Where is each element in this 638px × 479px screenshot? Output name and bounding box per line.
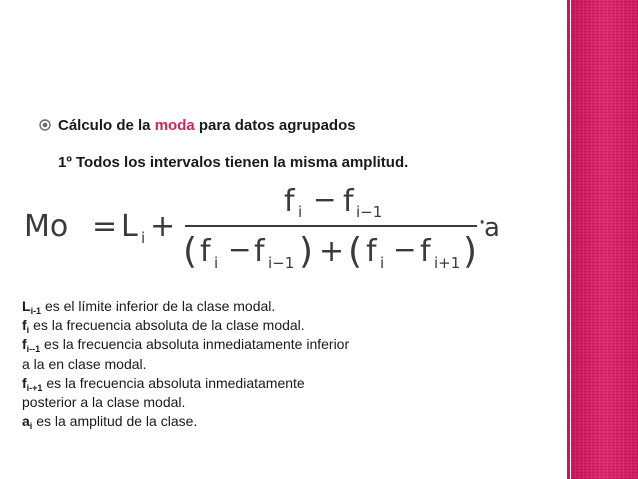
definition-symbol: L <box>22 298 31 314</box>
definition-item <box>22 412 352 431</box>
definition-item <box>22 374 352 412</box>
definition-text: es el límite inferior de la clase modal. <box>41 298 276 314</box>
formula-equals: = <box>92 209 118 244</box>
definition-item <box>22 316 352 335</box>
bullet-heading-prefix: Cálculo de la <box>58 117 155 134</box>
den-open2: ( <box>348 231 363 272</box>
den-minus2: − <box>393 233 417 266</box>
numerator-f1-sub: i <box>298 203 303 221</box>
numerator-f2: f <box>343 184 354 219</box>
den-f1-sub: i <box>214 254 219 272</box>
bullet-heading-highlight: moda <box>154 117 195 134</box>
den-close1: ) <box>299 231 314 272</box>
definitions-block <box>22 297 352 431</box>
definition-item <box>22 335 352 373</box>
den-open1: ( <box>183 231 198 272</box>
formula-a: a <box>484 213 500 243</box>
den-f2-sub: i−1 <box>268 254 295 272</box>
definition-symbol-sub: i <box>26 325 30 336</box>
den-f3-sub: i <box>380 254 385 272</box>
bullet-heading <box>58 117 356 134</box>
den-minus1: − <box>228 233 252 266</box>
side-band-edge <box>567 0 570 479</box>
formula-dot: · <box>478 208 487 238</box>
definition-item <box>22 297 352 316</box>
mode-formula <box>22 183 500 275</box>
den-close2: ) <box>463 231 478 272</box>
definition-symbol-sub: i-+1 <box>26 382 43 393</box>
definition-text: es la frecuencia absoluta inmediatamente inferior a la en clase modal. <box>22 336 350 372</box>
definition-text: es la frecuencia absoluta de la clase modal. <box>29 317 305 334</box>
formula-lhs: Mo <box>24 209 69 244</box>
definition-symbol: f <box>22 317 27 334</box>
den-f1: f <box>200 234 211 269</box>
definition-text: es la amplitud de la clase. <box>32 413 198 430</box>
definition-symbol: a <box>22 413 30 430</box>
formula-L: L <box>121 209 138 244</box>
definition-symbol: f <box>22 374 27 391</box>
subtitle: 1º Todos los intervalos tienen la misma amplitud. <box>58 154 409 171</box>
definition-symbol: f <box>22 336 27 353</box>
formula-plus: + <box>150 209 176 244</box>
definition-symbol-sub: i <box>29 421 33 432</box>
definition-symbol-sub: i-1 <box>30 306 42 316</box>
circle-target-bullet-icon <box>39 119 51 131</box>
side-decorative-band <box>571 0 638 479</box>
definition-text: es la frecuencia absoluta inmediatamente posterior a la clase modal. <box>22 374 305 411</box>
den-f4: f <box>420 234 431 269</box>
definition-symbol-sub: i--1 <box>26 344 41 355</box>
bullet-heading-suffix: para datos agrupados <box>194 117 356 134</box>
den-f4-sub: i+1 <box>434 254 461 272</box>
den-plus: + <box>319 234 345 269</box>
formula-L-sub: i <box>141 229 146 247</box>
den-f3: f <box>366 234 377 269</box>
den-f2: f <box>254 234 265 269</box>
numerator-f2-sub: i−1 <box>356 203 383 221</box>
numerator-f1: f <box>284 184 295 219</box>
numerator-minus: − <box>313 183 337 216</box>
